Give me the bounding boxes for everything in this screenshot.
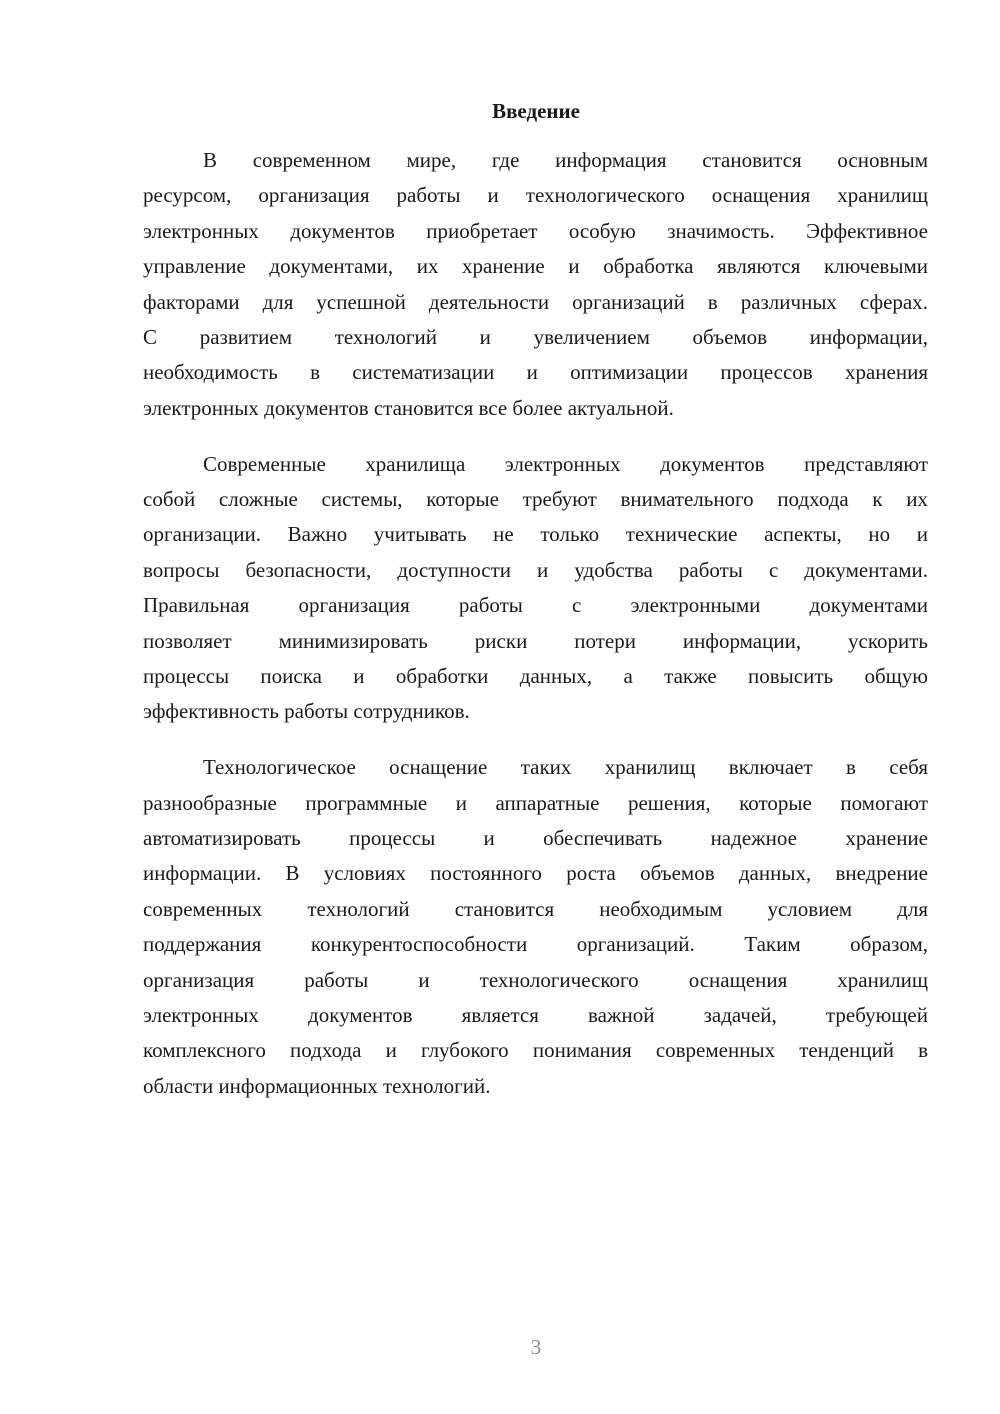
paragraph-line: факторами для успешной деятельности организаций в различных сферах. — [143, 289, 928, 314]
paragraph-line: вопросы безопасности, доступности и удобства работы с документами. — [143, 557, 928, 582]
paragraph-3 — [143, 750, 928, 1104]
paragraph-line: позволяет минимизировать риски потери информации, ускорить — [143, 628, 928, 653]
paragraph-line: электронных документов является важной задачей, требующей — [143, 1002, 928, 1027]
paragraph-spacer — [143, 426, 928, 447]
paragraph-line: В современном мире, где информация становится основным — [203, 148, 928, 172]
body-text — [143, 143, 928, 1104]
paragraph-spacer — [143, 730, 928, 751]
paragraph-line: необходимость в систематизации и оптимизации процессов хранения — [143, 360, 928, 385]
paragraph-line: электронных документов становится все более актуальной. — [143, 395, 674, 420]
paragraph-line: эффективность работы сотрудников. — [143, 699, 470, 724]
paragraph-line: собой сложные системы, которые требуют внимательного подхода к их — [143, 487, 928, 512]
paragraph-line: автоматизировать процессы и обеспечивать надежное хранение — [143, 826, 928, 851]
page-number: 3 — [530, 1335, 542, 1359]
paragraph-line: С развитием технологий и увеличением объемов информации, — [143, 324, 928, 349]
paragraph-1 — [143, 143, 928, 426]
paragraph-line: поддержания конкурентоспособности организаций. Таким образом, — [143, 932, 928, 957]
paragraph-line: современных технологий становится необходимым условием для — [143, 896, 928, 921]
paragraph-line: информации. В условиях постоянного роста объемов данных, внедрение — [143, 861, 928, 886]
paragraph-line: Правильная организация работы с электронными документами — [143, 593, 928, 618]
paragraph-line: организация работы и технологического оснащения хранилищ — [143, 967, 928, 992]
paragraph-line: электронных документов приобретает особую значимость. Эффективное — [143, 218, 928, 243]
paragraph-line: ресурсом, организация работы и технологического оснащения хранилищ — [143, 183, 928, 208]
paragraph-line: комплексного подхода и глубокого понимания современных тенденций в — [143, 1038, 928, 1063]
paragraph-line: области информационных технологий. — [143, 1073, 491, 1098]
paragraph-line: разнообразные программные и аппаратные решения, которые помогают — [143, 790, 928, 815]
paragraph-line: процессы поиска и обработки данных, а также повысить общую — [143, 663, 928, 688]
paragraph-line: управление документами, их хранение и обработка являются ключевыми — [143, 254, 928, 279]
paragraph-line: Современные хранилища электронных документов представляют — [203, 451, 928, 476]
section-title: Введение — [492, 99, 580, 123]
paragraph-line: организации. Важно учитывать не только технические аспекты, но и — [143, 522, 928, 547]
paragraph-2 — [143, 447, 928, 730]
paragraph-line: Технологическое оснащение таких хранилищ включает в себя — [203, 755, 928, 780]
